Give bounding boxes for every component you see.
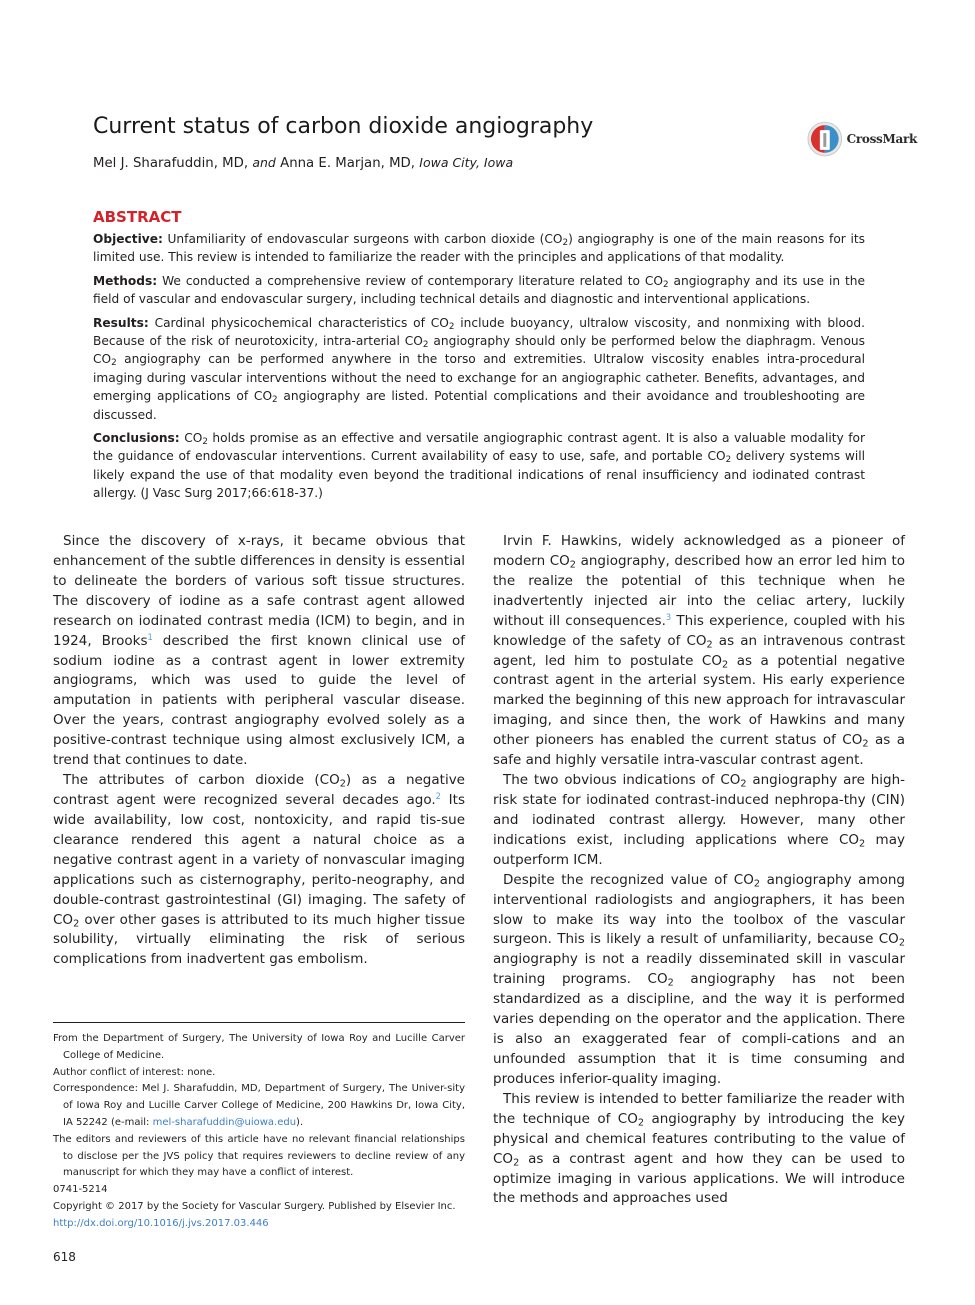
- abstract-heading: ABSTRACT: [93, 208, 182, 226]
- reference-link[interactable]: 3: [665, 611, 672, 622]
- footnote-issn: 0741-5214: [53, 1184, 108, 1196]
- subscript: 2: [272, 395, 278, 406]
- subscript: 2: [740, 778, 747, 790]
- footnote-conflict: Author conflict of interest: none.: [53, 1066, 216, 1078]
- body-text: This review is intended to better familiarize the reader with the technique of CO: [493, 1090, 905, 1127]
- subscript: 2: [662, 280, 669, 290]
- body-text: ) as a negative contrast agent were recognized several decades ago.: [53, 772, 465, 808]
- authors-first: Mel J. Sharafuddin, MD,: [93, 156, 249, 171]
- methods-text: We conducted a comprehensive review of contemporary literature related to CO: [162, 273, 663, 288]
- subscript: 2: [725, 455, 732, 466]
- body-text: angiography are high-risk state for iodinated contrast-induced nephropa-thy (CIN) and iodinated contrast allergy. However, many other indications exist, including applications where CO: [493, 772, 905, 848]
- subscript: 2: [562, 238, 569, 249]
- body-paragraph: [493, 532, 905, 771]
- reference-link[interactable]: 1: [147, 631, 153, 642]
- body-text: Its wide availability, low cost, nontoxicity, and rapid tis-sue clearance rendered this agent a natural choice as a negative contrast agent in a variety of nonvascular imaging applications such as cisternography, perito-neography, and double-contrast gastrointestinal (GI) imaging. The safety of CO: [53, 791, 465, 928]
- body-text: The two obvious indications of CO: [503, 772, 741, 789]
- footnote-correspondence: [53, 1081, 465, 1131]
- subscript: 2: [667, 977, 674, 989]
- subscript: 2: [513, 1157, 520, 1168]
- body-text: angiography, described how an error led him to the realize the potential of this technique when he inadvertently injected air into the celiac artery, luckily without ill consequences.: [493, 552, 905, 629]
- subscript: 2: [339, 778, 346, 790]
- body-paragraph: [53, 771, 465, 970]
- subscript: 2: [448, 321, 455, 332]
- body-paragraph: [493, 771, 905, 871]
- page-number: 618: [53, 1250, 76, 1264]
- objective-text: Unfamiliarity of endovascular surgeons with carbon dioxide (CO: [167, 232, 563, 246]
- subscript: 2: [73, 917, 80, 929]
- body-text: angiography among interventional radiologists and angiographers, it has been slow to make its way into the toolbox of the vascular surgeon. This is likely a result of unfamiliarity, because CO: [493, 871, 905, 948]
- objective-label: Objective:: [93, 232, 163, 246]
- crossmark-icon: [807, 121, 843, 157]
- subscript: 2: [111, 358, 117, 369]
- results-text: angiography are listed. Potential complications and their avoidance and troubleshooting are discussed.: [93, 389, 866, 422]
- results-text: Cardinal physicochemical characteristics of CO: [154, 315, 449, 330]
- body-column-right: [493, 532, 905, 1209]
- body-text: as a potential negative contrast agent in the arterial system. His early experience marked the beginning of this new approach for intravascular imaging, and since then, the work of Hawkins and many other pioneers has enabled the current status of CO: [493, 652, 905, 749]
- methods-label: Methods:: [93, 273, 158, 288]
- body-text: Irvin F. Hawkins, widely acknowledged as a pioneer of modern CO: [493, 533, 905, 569]
- body-paragraph: [493, 1090, 905, 1210]
- subscript: 2: [859, 838, 866, 850]
- abstract-results: [93, 314, 865, 424]
- body-text: The attributes of carbon dioxide (CO: [63, 772, 340, 789]
- abstract-methods: [93, 272, 865, 309]
- methods-text: angiography and its use in the field of vascular and endovascular surgery, including technical details and diagnostic and interventional applications.: [93, 273, 866, 307]
- author-line: [93, 153, 793, 174]
- body-text: may outperform ICM.: [493, 831, 905, 868]
- conclusions-text: CO: [184, 431, 203, 446]
- crossmark-badge[interactable]: [807, 120, 917, 158]
- subscript: 2: [862, 738, 869, 750]
- authors-and: and: [252, 155, 276, 170]
- author-location: Iowa City, Iowa: [419, 155, 514, 170]
- subscript: 2: [637, 1117, 645, 1129]
- footnote-doi: [53, 1216, 465, 1233]
- abstract-section: [93, 206, 865, 508]
- body-text: as a contrast agent and how they can be used to optimize imaging in various applications. We will introduce the methods and approaches used: [493, 1150, 905, 1207]
- conclusions-text: holds promise as an effective and versatile angiographic contrast agent. It is also a valuable modality for the guidance of endovascular interventions. Current availability of easy to use, safe, and portable CO: [93, 431, 866, 464]
- authors-second: Anna E. Marjan, MD,: [280, 156, 416, 171]
- subscript: 2: [753, 878, 761, 890]
- body-text: as an intravenous contrast agent, led him to postulate CO: [493, 632, 906, 669]
- conclusions-label: Conclusions:: [93, 431, 180, 446]
- body-text: described the first known clinical use of sodium iodine as a contrast agent in lower extremity angiograms, which was used to guide the level of amputation in patients with peripheral vascular disease. Over the years, contrast angiography evolved solely as a positive-contrast technique using almost exclusively ICM, a trend that continues to date.: [53, 632, 465, 769]
- email-link[interactable]: mel-sharafuddin@uiowa.edu: [152, 1116, 297, 1128]
- results-text: angiography should only be performed below the diaphragm. Venous CO: [93, 334, 866, 367]
- footnote-copyright: Copyright © 2017 by the Society for Vascular Surgery. Published by Elsevier Inc.: [53, 1200, 456, 1212]
- footnote-affiliation: From the Department of Surgery, The University of Iowa Roy and Lucille Carver College of Medicine.: [53, 1033, 465, 1061]
- body-text: Since the discovery of x-rays, it became obvious that enhancement of the subtle differences in density is essential to delineate the borders of various soft tissue structures. The discovery of iodine as a safe contrast agent allowed research on iodinated contrast media (ICM) to begin, and in 1924, Brooks: [53, 533, 465, 649]
- article-title: Current status of carbon dioxide angiography: [93, 114, 594, 139]
- correspondence-text: ).: [296, 1116, 304, 1128]
- crossmark-label: CrossMark: [846, 132, 917, 146]
- body-text: as a safe and highly versatile intra-vascular contrast agent.: [493, 732, 905, 769]
- subscript: 2: [721, 658, 729, 670]
- subscript: 2: [898, 937, 905, 949]
- objective-text: ) angiography is one of the main reasons for its limited use. This review is intended to familiarize the reader with the principles and applications of that modality.: [93, 232, 865, 265]
- footnote-editors: The editors and reviewers of this article have no relevant financial relationships to disclose per the JVS policy that requires reviewers to decline review of any manuscript for which they may have a conflict of interest.: [53, 1133, 465, 1179]
- body-text: over other gases is attributed to its much higher tissue solubility, virtually eliminating the risk of serious complications from inadvertent gas embolism.: [53, 911, 465, 968]
- subscript: 2: [569, 559, 576, 571]
- correspondence-text: Correspondence: Mel J. Sharafuddin, MD, Department of Surgery, The Univer-sity of Iowa Roy and Lucille Carver College of Medicine, 200 Hawkins Dr, Iowa City, IA 52242 (e-mail:: [53, 1083, 465, 1128]
- results-label: Results:: [93, 315, 149, 330]
- conclusions-text: delivery systems will likely expand the use of that modality even beyond the traditional indications of renal insufficiency and iodinated contrast allergy. (J Vasc Surg 2017;66:618-37.): [93, 449, 865, 501]
- results-text: angiography can be performed anywhere in the torso and extremities. Ultralow viscosity enables intra-procedural imaging during vascular interventions without the need to exchange for an angiographic catheter. Benefits, advantages, and emerging applications of CO: [93, 352, 865, 404]
- body-paragraph: [493, 871, 905, 1090]
- body-text: angiography by introducing the key physical and chemical features contributing to the value of CO: [493, 1110, 905, 1167]
- body-paragraph: [53, 532, 465, 771]
- doi-link[interactable]: http://dx.doi.org/10.1016/j.jvs.2017.03.446: [53, 1217, 269, 1229]
- subscript: 2: [422, 340, 429, 351]
- body-column-left: [53, 532, 465, 970]
- body-text: This experience, coupled with his knowledge of the safety of CO: [493, 612, 905, 649]
- abstract-objective: [93, 230, 865, 267]
- body-text: angiography has not been standardized as a discipline, and the way it is performed varies depending on the operator and the application. There is also an exaggerated fear of compli-cations and an unfounded assumption that it is time consuming and produces inferior-quality imaging.: [493, 971, 905, 1087]
- subscript: 2: [706, 639, 713, 651]
- abstract-conclusions: [93, 429, 865, 503]
- reference-link[interactable]: 2: [435, 790, 441, 801]
- body-text: angiography is not a readily disseminated skill in vascular training programs. CO: [493, 951, 905, 988]
- footnote-divider: [53, 1022, 465, 1023]
- subscript: 2: [202, 437, 208, 448]
- results-text: include buoyancy, ultralow viscosity, and nonmixing with blood. Because of the risk of neurotoxicity, intra-arterial CO: [93, 315, 865, 349]
- footnotes: [53, 1031, 465, 1233]
- body-text: Despite the recognized value of CO: [503, 871, 754, 888]
